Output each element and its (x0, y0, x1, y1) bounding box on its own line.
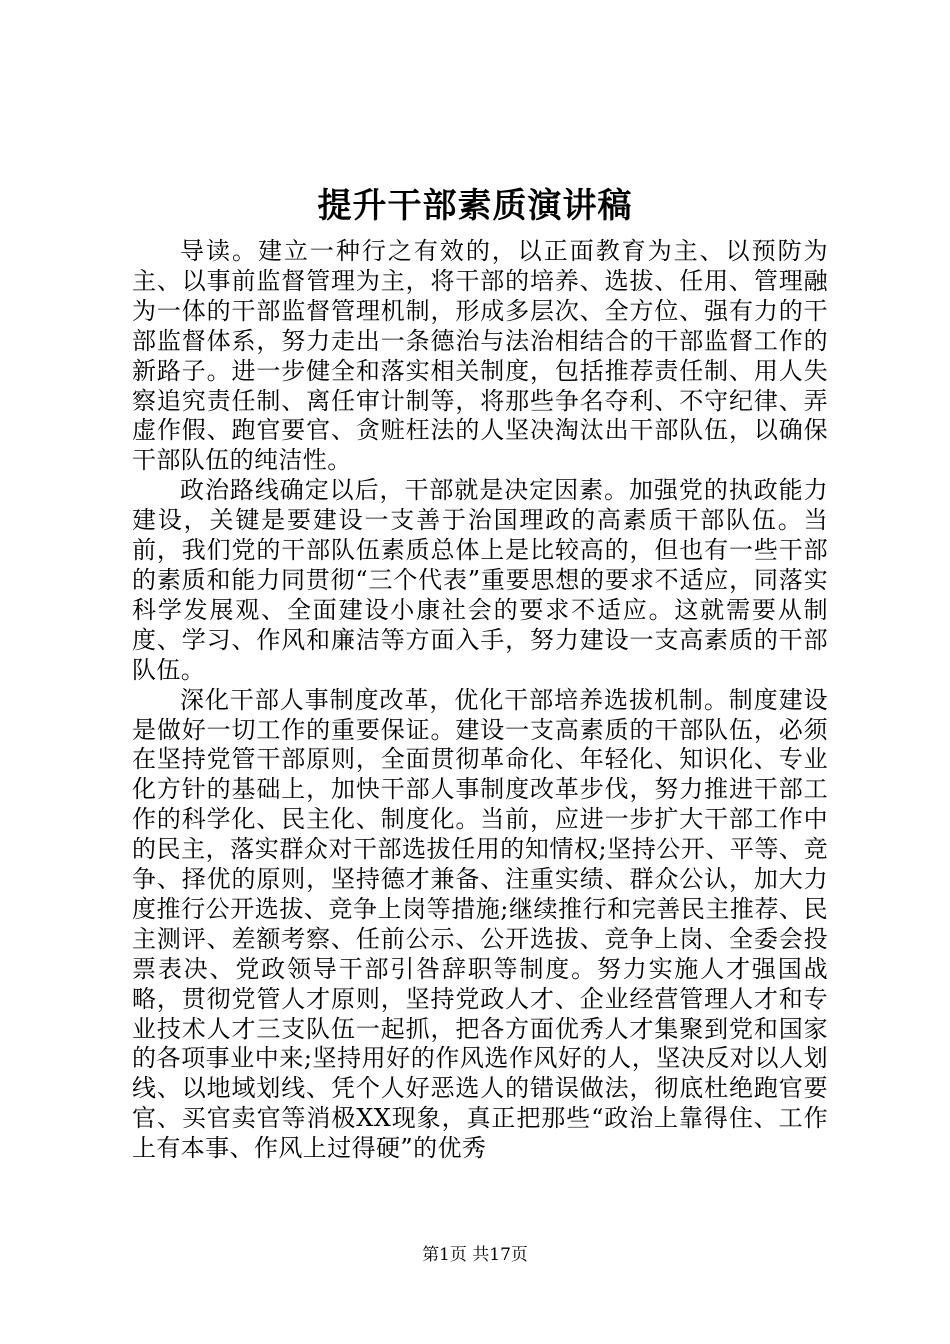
paragraph-2: 政治路线确定以后，干部就是决定因素。加强党的执政能力建设，关键是要建设一支善于治国理政的高素质干部队伍。当前，我们党的干部队伍素质总体上是比较高的，但也有一些干部的素质和能力同贯彻“三个代表”重要思想的要求不适应，同落实科学发展观、全面建设小康社会的要求不适应。这就需要从制度、学习、作风和廉洁等方面入手，努力建设一支高素质的干部队伍。 (132, 476, 828, 684)
document-title: 提升干部素质演讲稿 (317, 186, 633, 226)
page-footer: 第1页 共17页 (422, 1245, 528, 1265)
document-body (132, 237, 828, 1164)
paragraph-1: 导读。建立一种行之有效的，以正面教育为主、以预防为主、以事前监督管理为主，将干部的培养、选拔、任用、管理融为一体的干部监督管理机制，形成多层次、全方位、强有力的干部监督体系，努力走出一条德治与法治相结合的干部监督工作的新路子。进一步健全和落实相关制度，包括推荐责任制、用人失察追究责任制、离任审计制等，将那些争名夺利、不守纪律、弄虚作假、跑官要官、贪赃枉法的人坚决淘汰出干部队伍，以确保干部队伍的纯洁性。 (132, 237, 828, 475)
paragraph-3: 深化干部人事制度改革，优化干部培养选拔机制。制度建设是做好一切工作的重要保证。建设一支高素质的干部队伍，必须在坚持党管干部原则，全面贯彻革命化、年轻化、知识化、专业化方针的基础上，加快干部人事制度改革步伐，努力推进干部工作的科学化、民主化、制度化。当前，应进一步扩大干部工作中的民主，落实群众对干部选拔任用的知情权;坚持公开、平等、竞争、择优的原则，坚持德才兼备、注重实绩、群众公认，加大力度推行公开选拔、竞争上岗等措施;继续推行和完善民主推荐、民主测评、差额考察、任前公示、公开选拔、竞争上岗、全委会投票表决、党政领导干部引咎辞职等制度。努力实施人才强国战略，贯彻党管人才原则，坚持党政人才、企业经营管理人才和专业技术人才三支队伍一起抓，把各方面优秀人才集聚到党和国家的各项事业中来;坚持用好的作风选作风好的人，坚决反对以人划线、以地域划线、凭个人好恶选人的错误做法，彻底杜绝跑官要官、买官卖官等消极XX现象，真正把那些“政治上靠得住、工作上有本事、作风上过得硬”的优秀 (132, 685, 828, 1163)
